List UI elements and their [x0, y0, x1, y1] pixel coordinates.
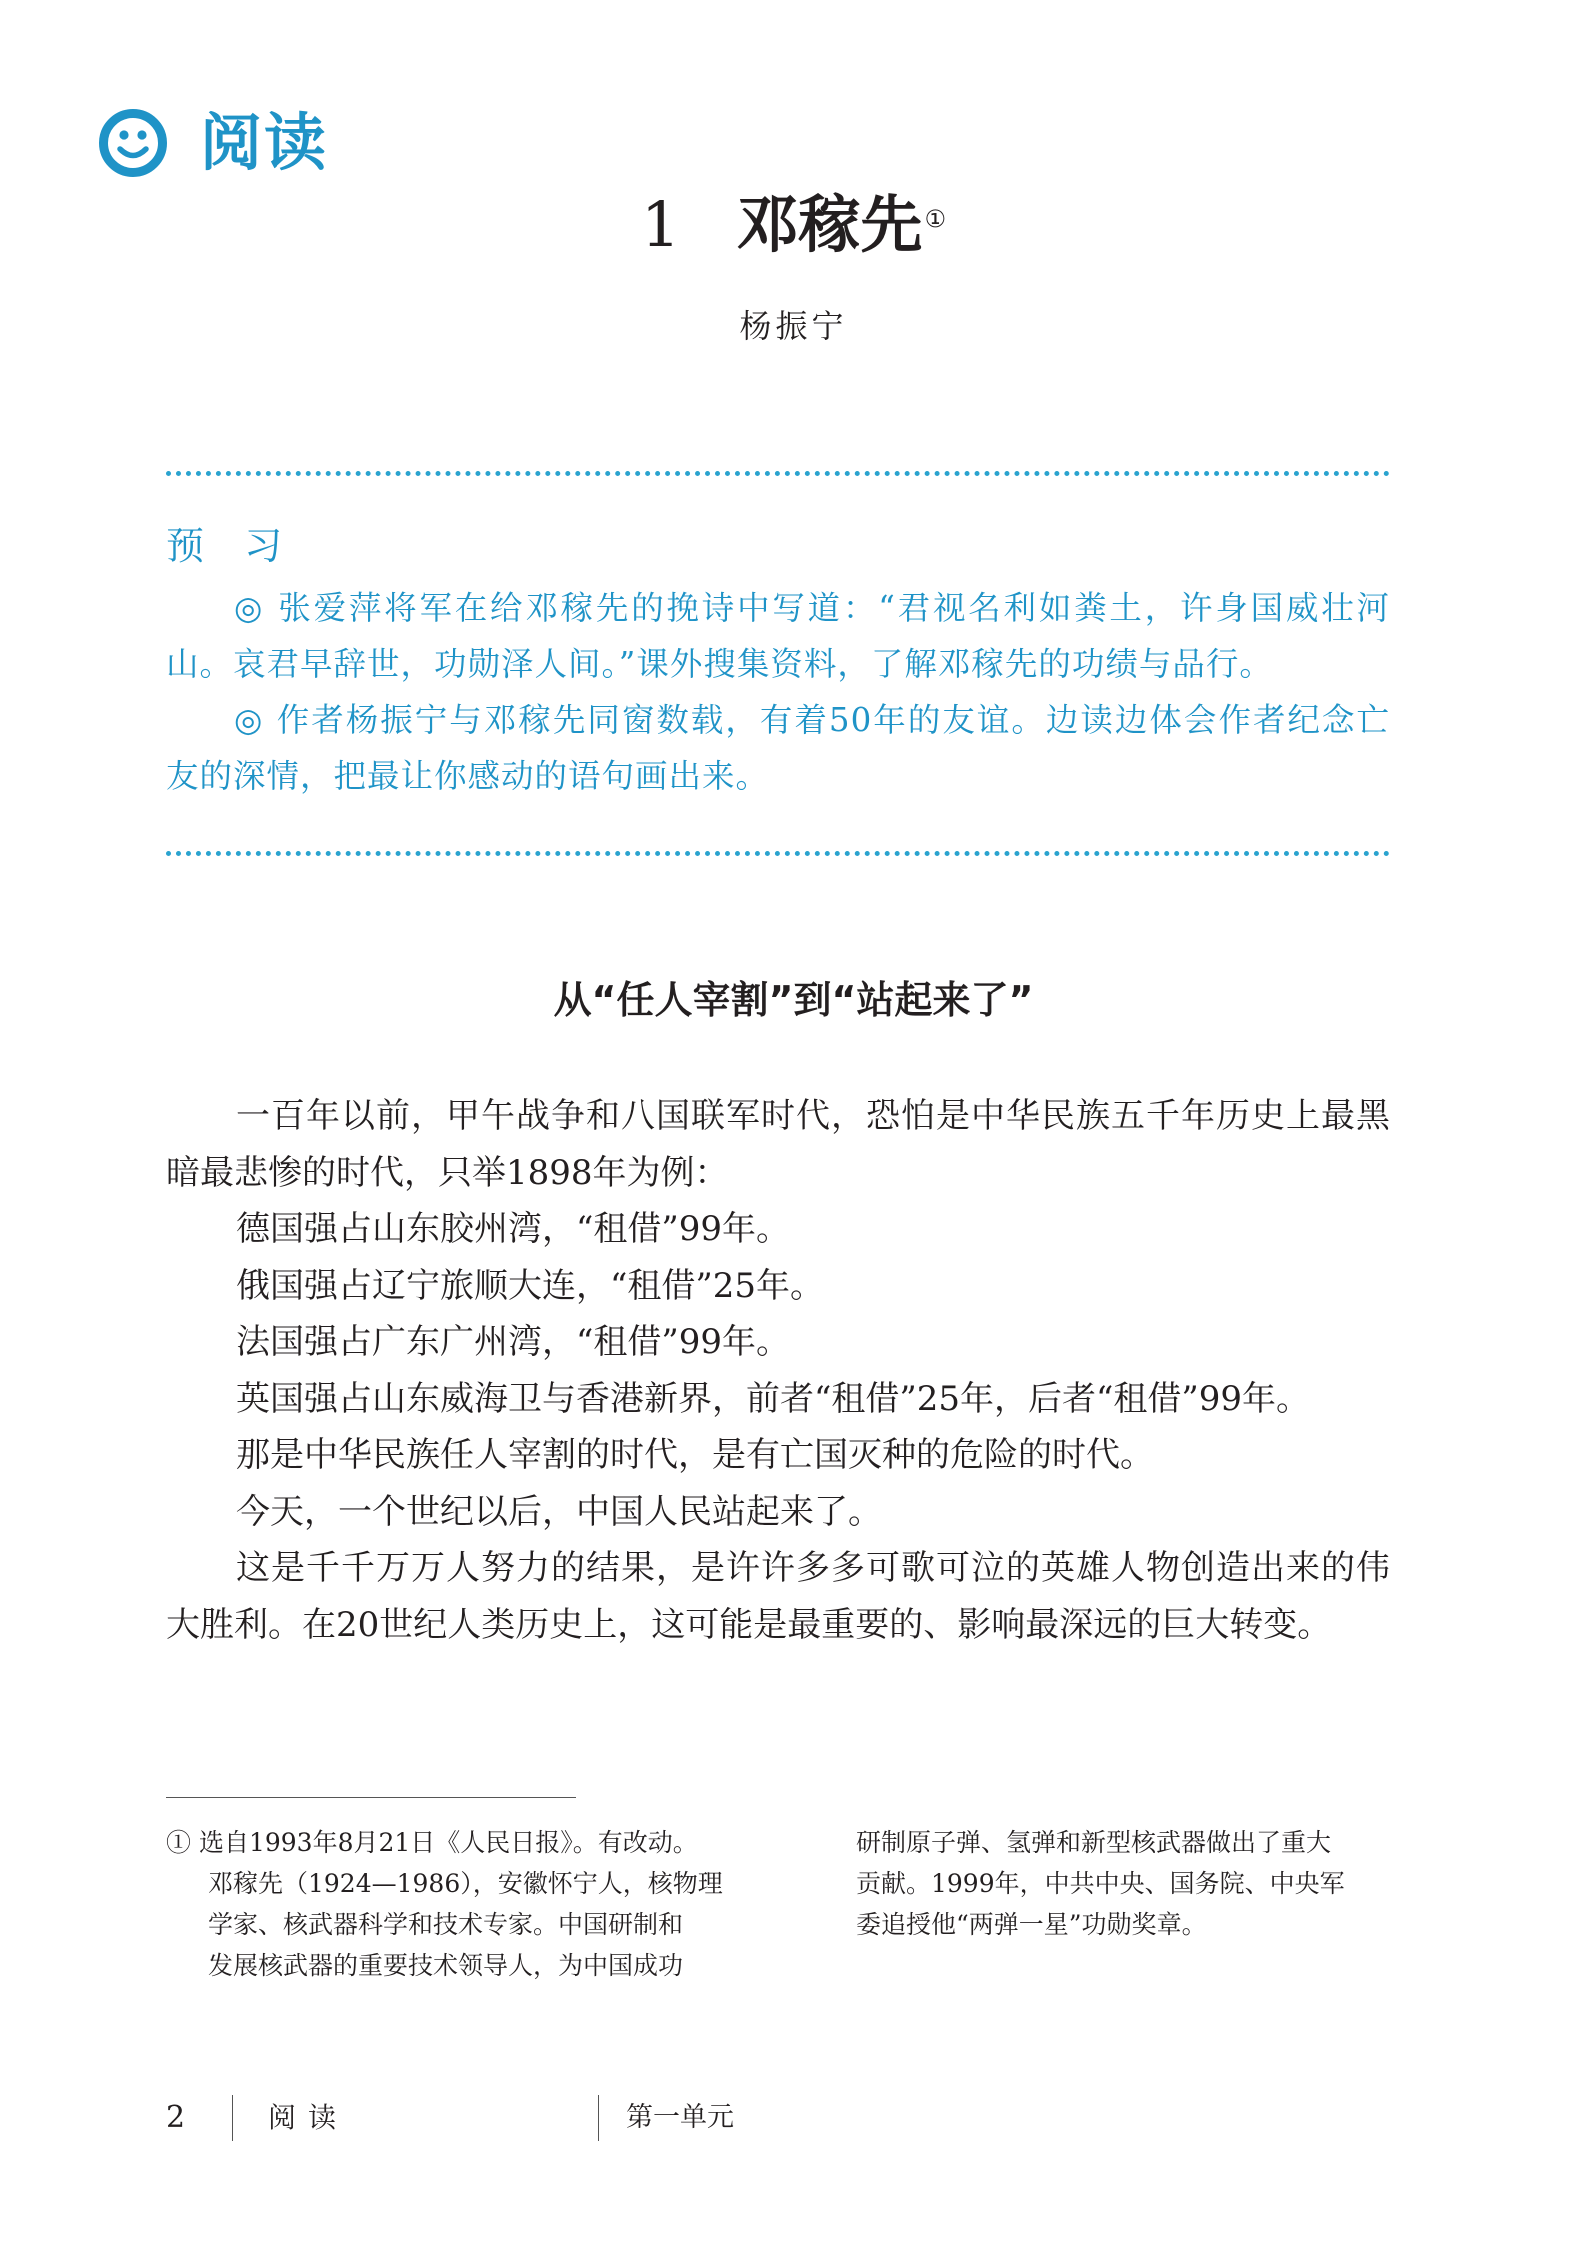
preview-item: ◎ 作者杨振宁与邓稼先同窗数载，有着50年的友谊。边读边体会作者纪念亡友的深情，把最让你感动的语句画出来。 [166, 701, 1390, 795]
preview-item: ◎ 张爱萍将军在给邓稼先的挽诗中写道：“君视名利如粪土，许身国威壮河山。哀君早辞世，功勋泽人间。”课外搜集资料，了解邓稼先的功绩与品行。 [166, 589, 1390, 683]
footer-divider [598, 2095, 599, 2141]
article-body [166, 1088, 1390, 1653]
footer-unit-label: 第一单元 [626, 2102, 734, 2133]
footnote-line: 委追授他“两弹一星”功勋奖章。 [856, 1910, 1207, 1939]
footnote-rule [166, 1797, 576, 1798]
body-paragraph: 今天，一个世纪以后，中国人民站起来了。 [236, 1491, 882, 1532]
preview-bottom-divider [166, 851, 1390, 856]
footnote-column-left [166, 1822, 746, 1986]
footer-section-label: 阅读 [268, 2101, 349, 2134]
footnote-line: 学家、核武器科学和技术专家。中国研制和 [208, 1910, 684, 1939]
page-number: 2 [166, 2100, 186, 2135]
body-paragraph: 英国强占山东威海卫与香港新界，前者“租借”25年，后者“租借”99年。 [236, 1378, 1311, 1419]
footnote-line: 研制原子弹、氢弹和新型核武器做出了重大 [856, 1828, 1332, 1857]
section-heading: 从“任人宰割”到“站起来了” [553, 978, 1034, 1022]
article-number: 1 [641, 188, 681, 261]
title-footnote-mark: ① [924, 205, 946, 233]
body-paragraph: 那是中华民族任人宰割的时代，是有亡国灭种的危险的时代。 [236, 1435, 1154, 1475]
footnote-line: 发展核武器的重要技术领导人，为中国成功 [208, 1951, 684, 1980]
body-paragraph: 德国强占山东胶州湾，“租借”99年。 [236, 1209, 791, 1249]
footnote-line: 邓稼先（1924—1986），安徽怀宁人，核物理 [208, 1869, 723, 1898]
footnote-line: ① 选自1993年8月21日《人民日报》。有改动。 [166, 1828, 698, 1857]
preview-top-divider [166, 471, 1390, 476]
article-author: 杨振宁 [739, 307, 848, 345]
section-label: 阅读 [200, 106, 329, 179]
section-logo [98, 108, 328, 178]
body-paragraph: 俄国强占辽宁旅顺大连，“租借”25年。 [236, 1265, 825, 1306]
article-title [0, 185, 1587, 265]
body-paragraph: 法国强占广东广州湾，“租借”99年。 [236, 1322, 791, 1362]
footnote-column-right [856, 1822, 1396, 1945]
smiley-face-icon [98, 108, 168, 178]
body-paragraph: 这是千千万万人努力的结果，是许许多多可歌可泣的英雄人物创造出来的伟大胜利。在20世纪人类历史上，这可能是最重要的、影响最深远的巨大转变。 [166, 1548, 1390, 1645]
preview-body [166, 580, 1390, 804]
body-paragraph: 一百年以前，甲午战争和八国联军时代，恐怕是中华民族五千年历史上最黑暗最悲惨的时代，只举1898年为例： [166, 1096, 1390, 1193]
preview-heading: 预 习 [166, 524, 297, 568]
footer-divider [232, 2095, 233, 2141]
footnote-line: 贡献。1999年，中共中央、国务院、中央军 [856, 1869, 1345, 1898]
article-title-text: 邓稼先 [736, 188, 923, 261]
